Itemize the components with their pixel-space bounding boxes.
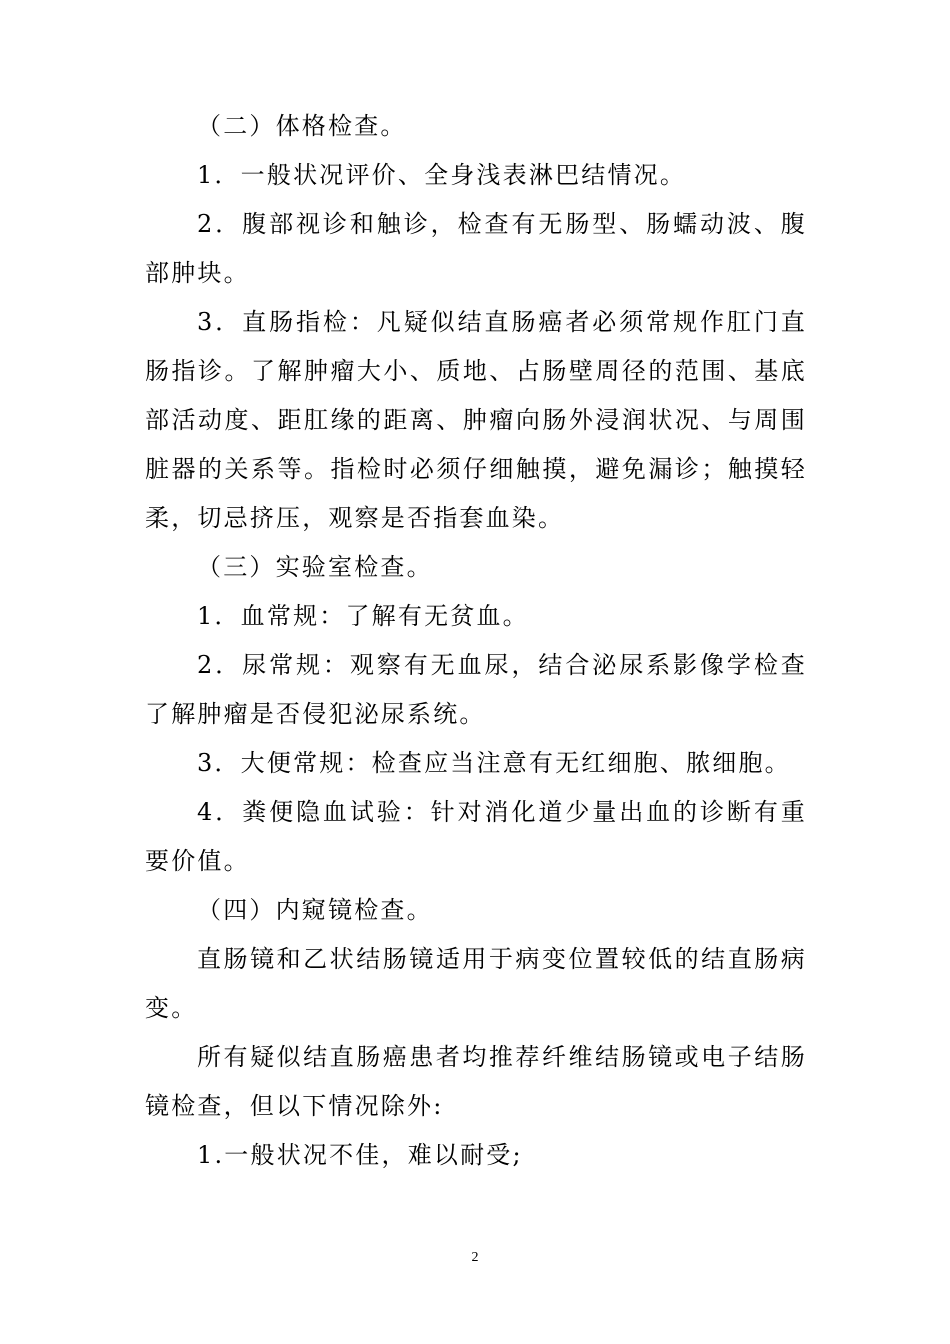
list-item: 1．血常规：了解有无贫血。 xyxy=(197,602,529,630)
list-item: 2．腹部视诊和触诊，检查有无肠型、肠蠕动波、腹部肿块。 xyxy=(145,210,807,287)
list-item: 3．直肠指检：凡疑似结直肠癌者必须常规作肛门直肠指诊。了解肿瘤大小、质地、占肠壁周径的范围、基底部活动度、距肛缘的距离、肿瘤向肠外浸润状况、与周围脏器的关系等。指检时必须仔细触摸，避免漏诊；触摸轻柔，切忌挤压，观察是否指套血染。 xyxy=(145,308,807,532)
document-body xyxy=(145,102,807,1180)
section-heading-endoscopy: （四）内窥镜检查。 xyxy=(197,896,433,924)
body-paragraph: 所有疑似结直肠癌患者均推荐纤维结肠镜或电子结肠镜检查，但以下情况除外: xyxy=(145,1043,807,1120)
page-number: 2 xyxy=(471,1250,479,1265)
section-heading-lab-exam: （三）实验室检查。 xyxy=(197,553,433,581)
list-item: 2．尿常规：观察有无血尿，结合泌尿系影像学检查了解肿瘤是否侵犯泌尿系统。 xyxy=(145,651,807,728)
list-item: 1．一般状况评价、全身浅表淋巴结情况。 xyxy=(197,161,687,189)
body-paragraph: 直肠镜和乙状结肠镜适用于病变位置较低的结直肠病变。 xyxy=(145,945,807,1022)
list-item: 3．大便常规：检查应当注意有无红细胞、脓细胞。 xyxy=(197,749,791,777)
section-heading-physical-exam: （二）体格检查。 xyxy=(197,112,407,140)
list-item: 1.一般状况不佳，难以耐受; xyxy=(197,1141,523,1169)
list-item: 4．粪便隐血试验：针对消化道少量出血的诊断有重要价值。 xyxy=(145,798,807,875)
